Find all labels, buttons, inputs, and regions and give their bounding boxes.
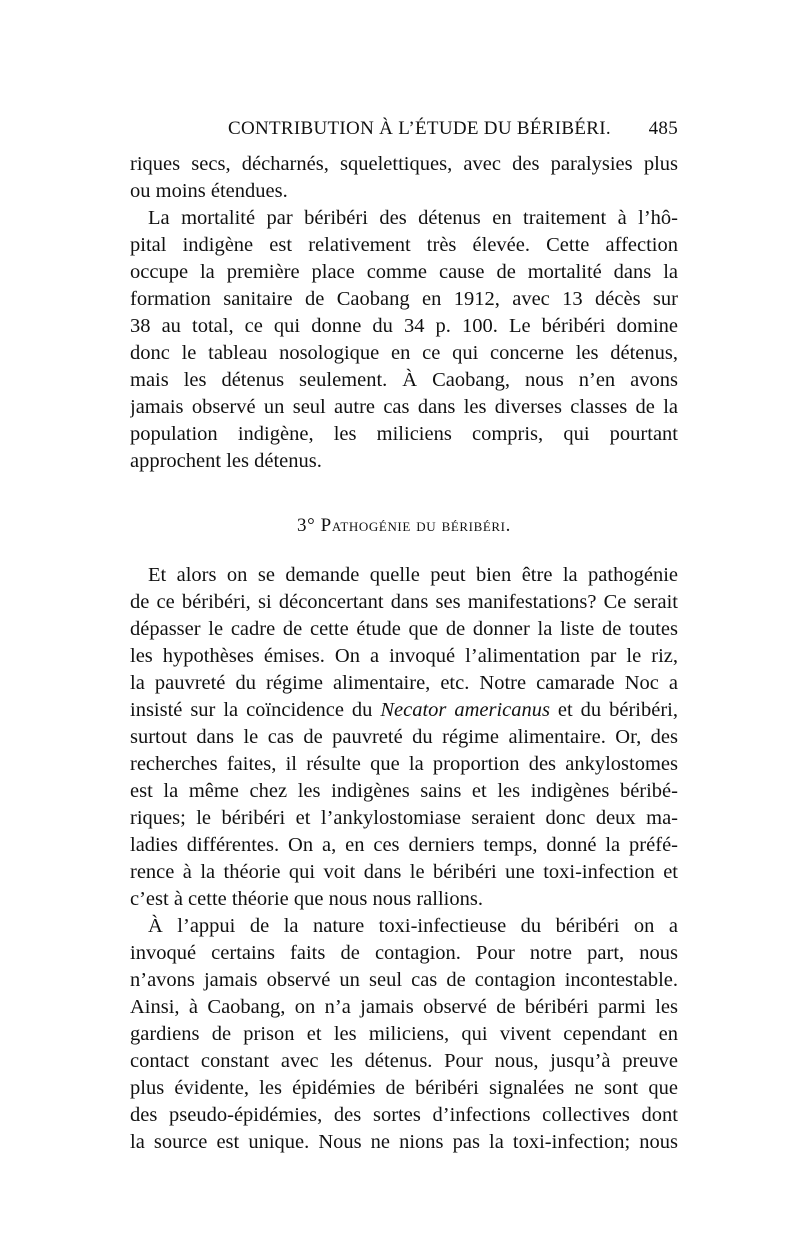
text-line: approchent les détenus. [130, 450, 322, 472]
text-segment: insisté sur la coïncidence du [130, 699, 381, 721]
page-number: 485 [648, 118, 678, 139]
text-line: surtout dans le cas de pauvreté du régime alimentaire. Or, des [130, 726, 678, 748]
text-line: pital indigène est relativement très élevée. Cette affection [130, 234, 678, 256]
text-line: ou moins étendues. [130, 180, 288, 202]
text-line: Et alors on se demande quelle peut bien être la pathogénie [148, 564, 678, 586]
text-line: À l’appui de la nature toxi-infectieuse du béribéri on a [148, 915, 678, 937]
text-line: donc le tableau nosologique en ce qui concerne les détenus, [130, 342, 678, 364]
text-line: La mortalité par béribéri des détenus en traitement à l’hô- [148, 207, 678, 229]
section-gap [130, 475, 678, 512]
text-line: de ce béribéri, si déconcertant dans ses manifestations? Ce serait [130, 591, 678, 613]
text-line: n’avons jamais observé un seul cas de contagion incontestable. [130, 969, 678, 991]
text-line: plus évidente, les épidémies de béribéri signalées ne sont que [130, 1077, 678, 1099]
body-text [130, 151, 678, 1156]
text-line: riques; le béribéri et l’ankylostomiase seraient donc deux ma- [130, 807, 678, 829]
text-line: invoqué certains faits de contagion. Pour notre part, nous [130, 942, 678, 964]
paragraph-3 [130, 562, 678, 913]
text-line: des pseudo-épidémies, des sortes d’infections collectives dont [130, 1104, 678, 1126]
species-name-italic: Necator americanus [380, 699, 550, 721]
text-line: mais les détenus seulement. À Caobang, nous n’en avons [130, 369, 678, 391]
paragraph-2 [130, 205, 678, 475]
text-line: gardiens de prison et les miliciens, qui vivent cependant en [130, 1023, 678, 1045]
text-line: c’est à cette théorie que nous nous rallions. [130, 888, 483, 910]
running-header [130, 118, 678, 144]
text-line: dépasser le cadre de cette étude que de donner la liste de toutes [130, 618, 678, 640]
text-line: occupe la première place comme cause de mortalité dans la [130, 261, 678, 283]
section-gap [130, 540, 678, 562]
running-title: CONTRIBUTION À L’ÉTUDE DU BÉRIBÉRI. [228, 118, 611, 139]
section-heading: 3° Pathogénie du béribéri. [297, 515, 511, 536]
text-line: la source est unique. Nous ne nions pas la toxi-infection; nous [130, 1131, 678, 1153]
text-line: Ainsi, à Caobang, on n’a jamais observé de béribéri parmi les [130, 996, 678, 1018]
text-line: rence à la théorie qui voit dans le béribéri une toxi-infection et [130, 861, 678, 883]
text-line: les hypothèses émises. On a invoqué l’alimentation par le riz, [130, 645, 678, 667]
text-line: la pauvreté du régime alimentaire, etc. Notre camarade Noc a [130, 672, 678, 694]
text-line: riques secs, décharnés, squelettiques, avec des paralysies plus [130, 153, 678, 175]
text-line: recherches faites, il résulte que la proportion des ankylostomes [130, 753, 678, 775]
paragraph-4 [130, 913, 678, 1156]
text-line: 38 au total, ce qui donne du 34 p. 100. Le béribéri domine [130, 315, 678, 337]
paragraph-1 [130, 151, 678, 205]
text-line: ladies différentes. On a, en ces derniers temps, donné la préfé- [130, 834, 678, 856]
text-segment: et du béribéri, [549, 699, 678, 721]
text-line: est la même chez les indigènes sains et les indigènes béribé- [130, 780, 678, 802]
text-line: jamais observé un seul autre cas dans les diverses classes de la [130, 396, 678, 418]
text-line: formation sanitaire de Caobang en 1912, avec 13 décès sur [130, 288, 678, 310]
text-line: population indigène, les miliciens compris, qui pourtant [130, 423, 678, 445]
text-line-with-italic [130, 697, 678, 724]
text-line: contact constant avec les détenus. Pour nous, jusqu’à preuve [130, 1050, 678, 1072]
